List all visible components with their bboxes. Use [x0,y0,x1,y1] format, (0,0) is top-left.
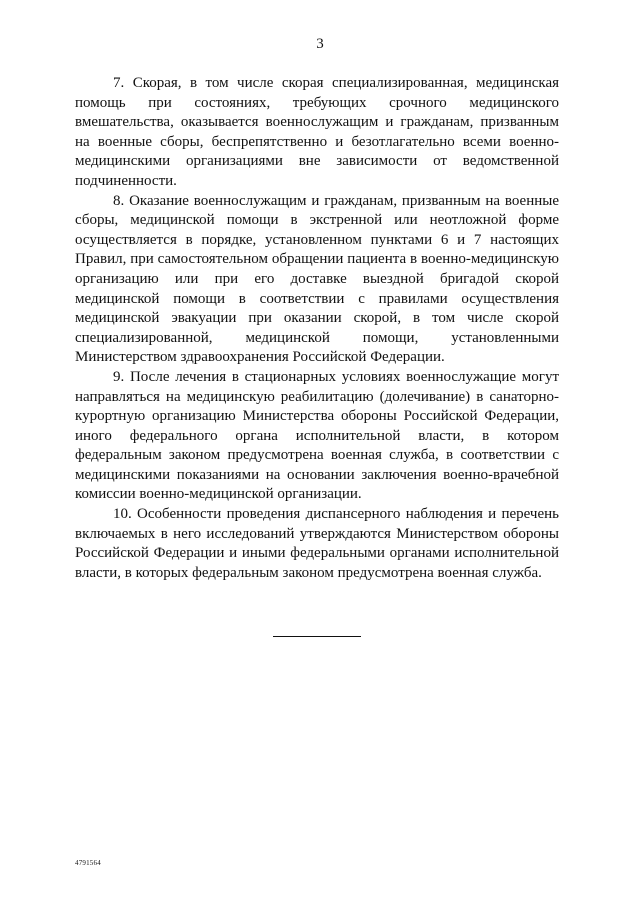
document-code: 4791564 [75,859,101,867]
document-body [75,74,559,583]
paragraph-8: 8. Оказание военнослужащим и гражданам, призванным на военные сборы, медицинской помощи в экстренной или неотложной форме осуществляется в порядке, установленном пунктами 6 и 7 настоящих Правил, при самостоятельном обращении пациента в военно-медицинскую организацию или при его доставке выездной бригадой скорой медицинской помощи в соответствии с правилами осуществления медицинской эвакуации при оказании скорой, в том числе скорой специализированной, медицинской помощи, установленными Министерством здравоохранения Российской Федерации. [75,192,559,366]
paragraph-9: 9. После лечения в стационарных условиях военнослужащие могут направляться на медицинскую реабилитацию (долечивание) в санаторно-курортную организацию Министерства обороны Российской Федерации, иного федерального органа исполнительной власти, в котором федеральным законом предусмотрена военная служба, в соответствии с медицинскими показаниями на основании заключения военно-врачебной комиссии военно-медицинской организации. [75,368,559,503]
page-number: 3 [316,36,324,52]
paragraph-7: 7. Скорая, в том числе скорая специализированная, медицинская помощь при состояниях, требующих срочного медицинского вмешательства, оказывается военнослужащим и гражданам, призванным на военные сборы, беспрепятственно и безотлагательно всеми военно-медицинскими организациями вне зависимости от ведомственной подчиненности. [75,75,559,189]
paragraph-10: 10. Особенности проведения диспансерного наблюдения и перечень включаемых в него исследований утверждаются Министерством обороны Российской Федерации и иными федеральными органами исполнительной власти, в которых федеральным законом предусмотрена военная служба. [75,506,559,581]
end-divider-line [273,636,361,637]
